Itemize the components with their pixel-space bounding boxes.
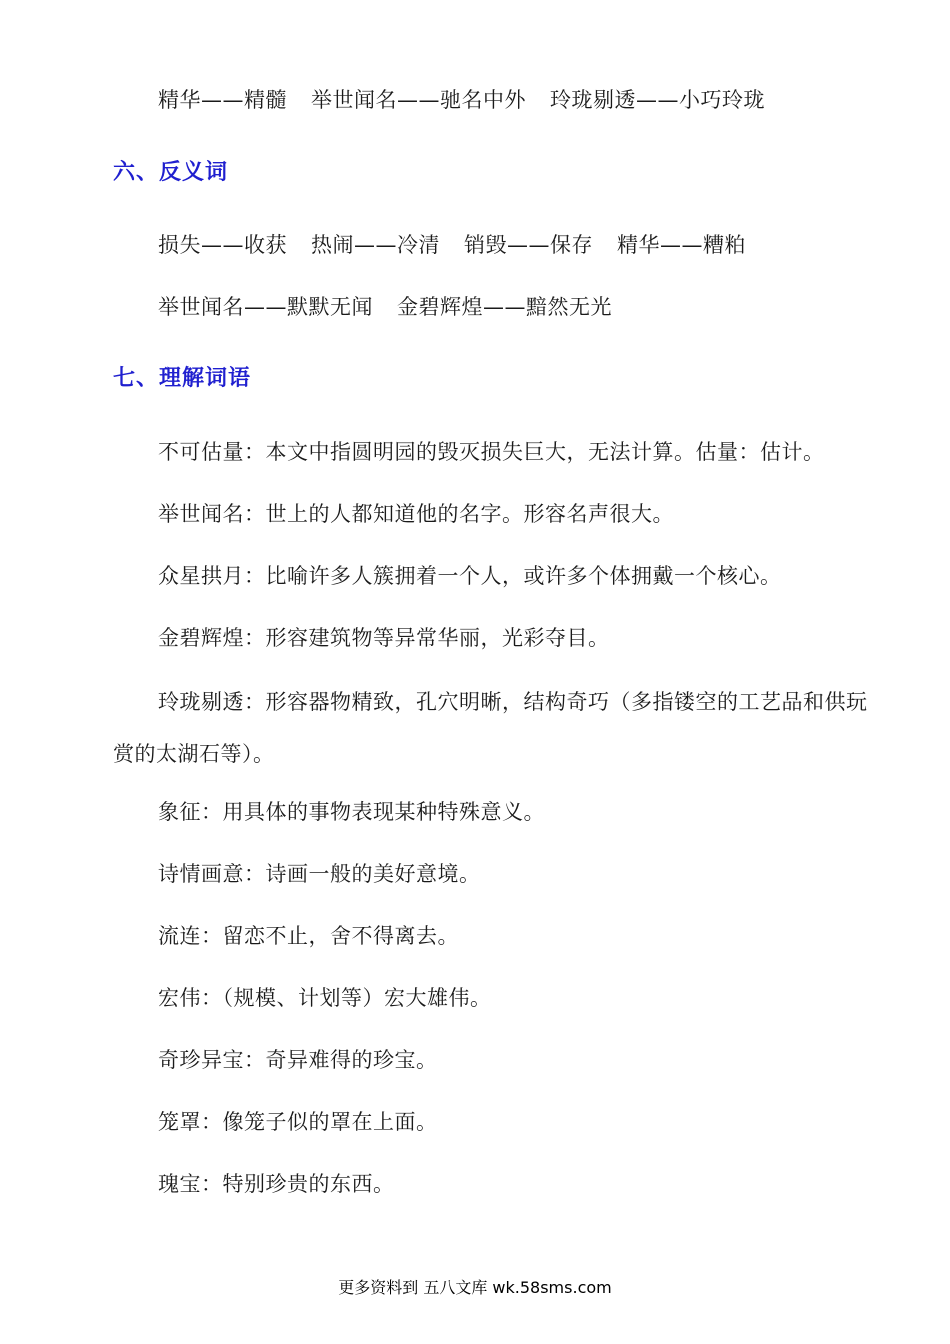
vocab-entry: 宏伟：（规模、计划等）宏大雄伟。 [158,986,492,1010]
section-heading-vocabulary: 七、理解词语 [113,366,252,391]
vocab-entry: 众星拱月：比喻许多人簇拥着一个人，或许多个体拥戴一个核心。 [158,564,782,588]
antonym-pair: 金碧辉煌——黯然无光 [397,295,612,319]
vocab-entry: 象征：用具体的事物表现某种特殊意义。 [158,800,545,824]
synonym-pair: 精华——精髓 [158,88,287,112]
antonym-pair: 举世闻名——默默无闻 [158,295,373,319]
synonym-pair: 玲珑剔透——小巧玲珑 [550,88,765,112]
antonym-pair: 销毁——保存 [464,233,593,257]
vocab-entry-wrapped: 玲珑剔透：形容器物精致，孔穴明晰，结构奇巧（多指镂空的工艺品和供玩赏的太湖石等）。 [113,690,868,766]
antonyms-line-1 [158,230,746,260]
vocab-entry: 笼罩：像笼子似的罩在上面。 [158,1110,438,1134]
vocab-entry: 流连：留恋不止，舍不得离去。 [158,924,459,948]
vocab-entry: 奇珍异宝：奇异难得的珍宝。 [158,1048,438,1072]
antonym-pair: 损失——收获 [158,233,287,257]
vocab-entry: 金碧辉煌：形容建筑物等异常华丽，光彩夺目。 [158,626,610,650]
antonym-pair: 精华——糟粕 [617,233,746,257]
vocab-entry: 举世闻名：世上的人都知道他的名字。形容名声很大。 [158,502,674,526]
vocab-entry: 诗情画意：诗画一般的美好意境。 [158,862,481,886]
synonyms-line [158,85,765,115]
vocab-entry: 不可估量：本文中指圆明园的毁灭损失巨大，无法计算。估量：估计。 [158,440,825,464]
synonym-pair: 举世闻名——驰名中外 [311,88,526,112]
antonym-pair: 热闹——冷清 [311,233,440,257]
section-heading-antonyms: 六、反义词 [113,160,229,185]
vocab-entry: 瑰宝：特别珍贵的东西。 [158,1172,395,1196]
antonyms-line-2 [158,292,612,322]
footer-link-text: 更多资料到 五八文库 wk.58sms.com [338,1278,612,1297]
